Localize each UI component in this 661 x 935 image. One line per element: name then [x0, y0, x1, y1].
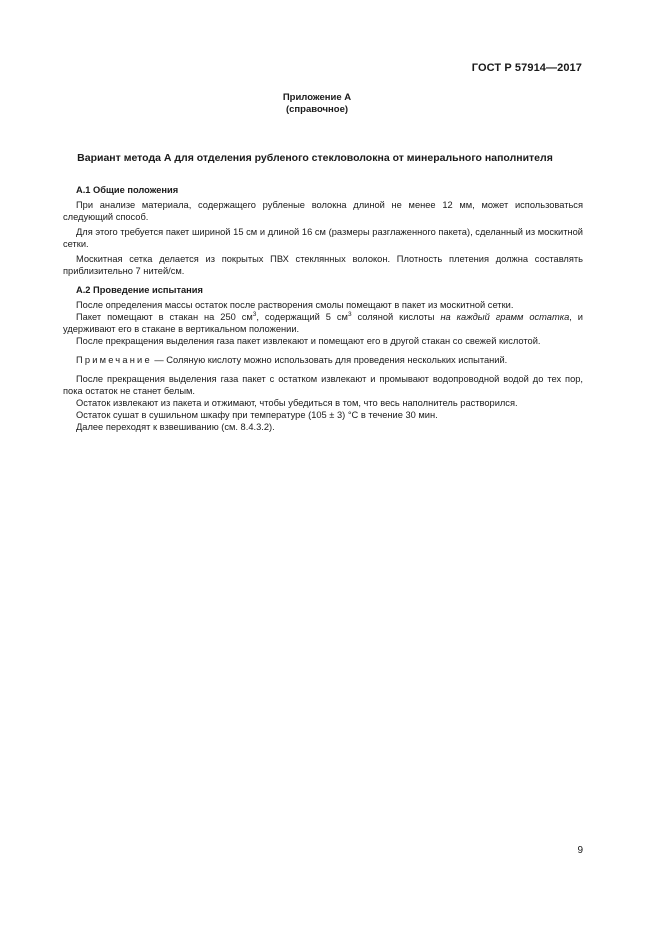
section-2-paragraph: После прекращения выделения газа пакет извлекают и помещают его в другой стакан со свежей кислотой.	[76, 336, 541, 346]
note	[63, 354, 583, 366]
note-text: — Соляную кислоту можно использовать для проведения нескольких испытаний.	[151, 355, 508, 365]
section-2-paragraph-with-units: Пакет помещают в стакан на 250 $см^3$, содержащий 5 $см^3$ соляной кислоты на каждый грамм остатка, и удерживают его в стакане в вертикальном положении.	[63, 310, 584, 334]
section-1-paragraph: Москитная сетка делается из покрытых ПВХ стеклянных волокон. Плотность плетения должна составлять приблизительно 7 нитей/см.	[63, 254, 583, 276]
page-number: 9	[577, 845, 583, 856]
section-2-paragraph: После прекращения выделения газа пакет с остатком извлекают и промывают водопроводной водой до тех пор, пока остаток не станет белым.	[63, 374, 583, 396]
annex-heading	[0, 92, 634, 116]
standard-code: ГОСТ Р 57914—2017	[471, 62, 582, 74]
annex-status: (справочное)	[285, 104, 349, 115]
annex-title: Приложение А	[282, 92, 352, 103]
section-1-paragraph: При анализе материала, содержащего рубленые волокна длиной не менее 12 мм, может использоваться следующий способ.	[63, 200, 583, 222]
section-1-paragraph: Для этого требуется пакет шириной 15 см и длиной 16 см (размеры разглаженного пакета), сделанный из москитной сетки.	[63, 227, 583, 249]
section-2-paragraph: После определения массы остаток после растворения смолы помещают в пакет из москитной сетки.	[76, 300, 514, 310]
section-2-paragraph: Остаток сушат в сушильном шкафу при температуре (105 ± 3) °С в течение 30 мин.	[76, 410, 438, 420]
section-2-paragraph: Остаток извлекают из пакета и отжимают, чтобы убедиться в том, что весь наполнитель растворился.	[76, 398, 518, 408]
note-label: Примечание	[76, 355, 152, 365]
section-2-paragraph: Далее переходят к взвешиванию (см. 8.4.3.2).	[76, 422, 275, 432]
section-2-heading: А.2 Проведение испытания	[76, 285, 203, 295]
document-body	[63, 184, 583, 433]
main-title: Вариант метода А для отделения рубленого стекловолокна от минерального наполнителя	[77, 152, 553, 164]
section-1-heading: А.1 Общие положения	[76, 185, 179, 195]
